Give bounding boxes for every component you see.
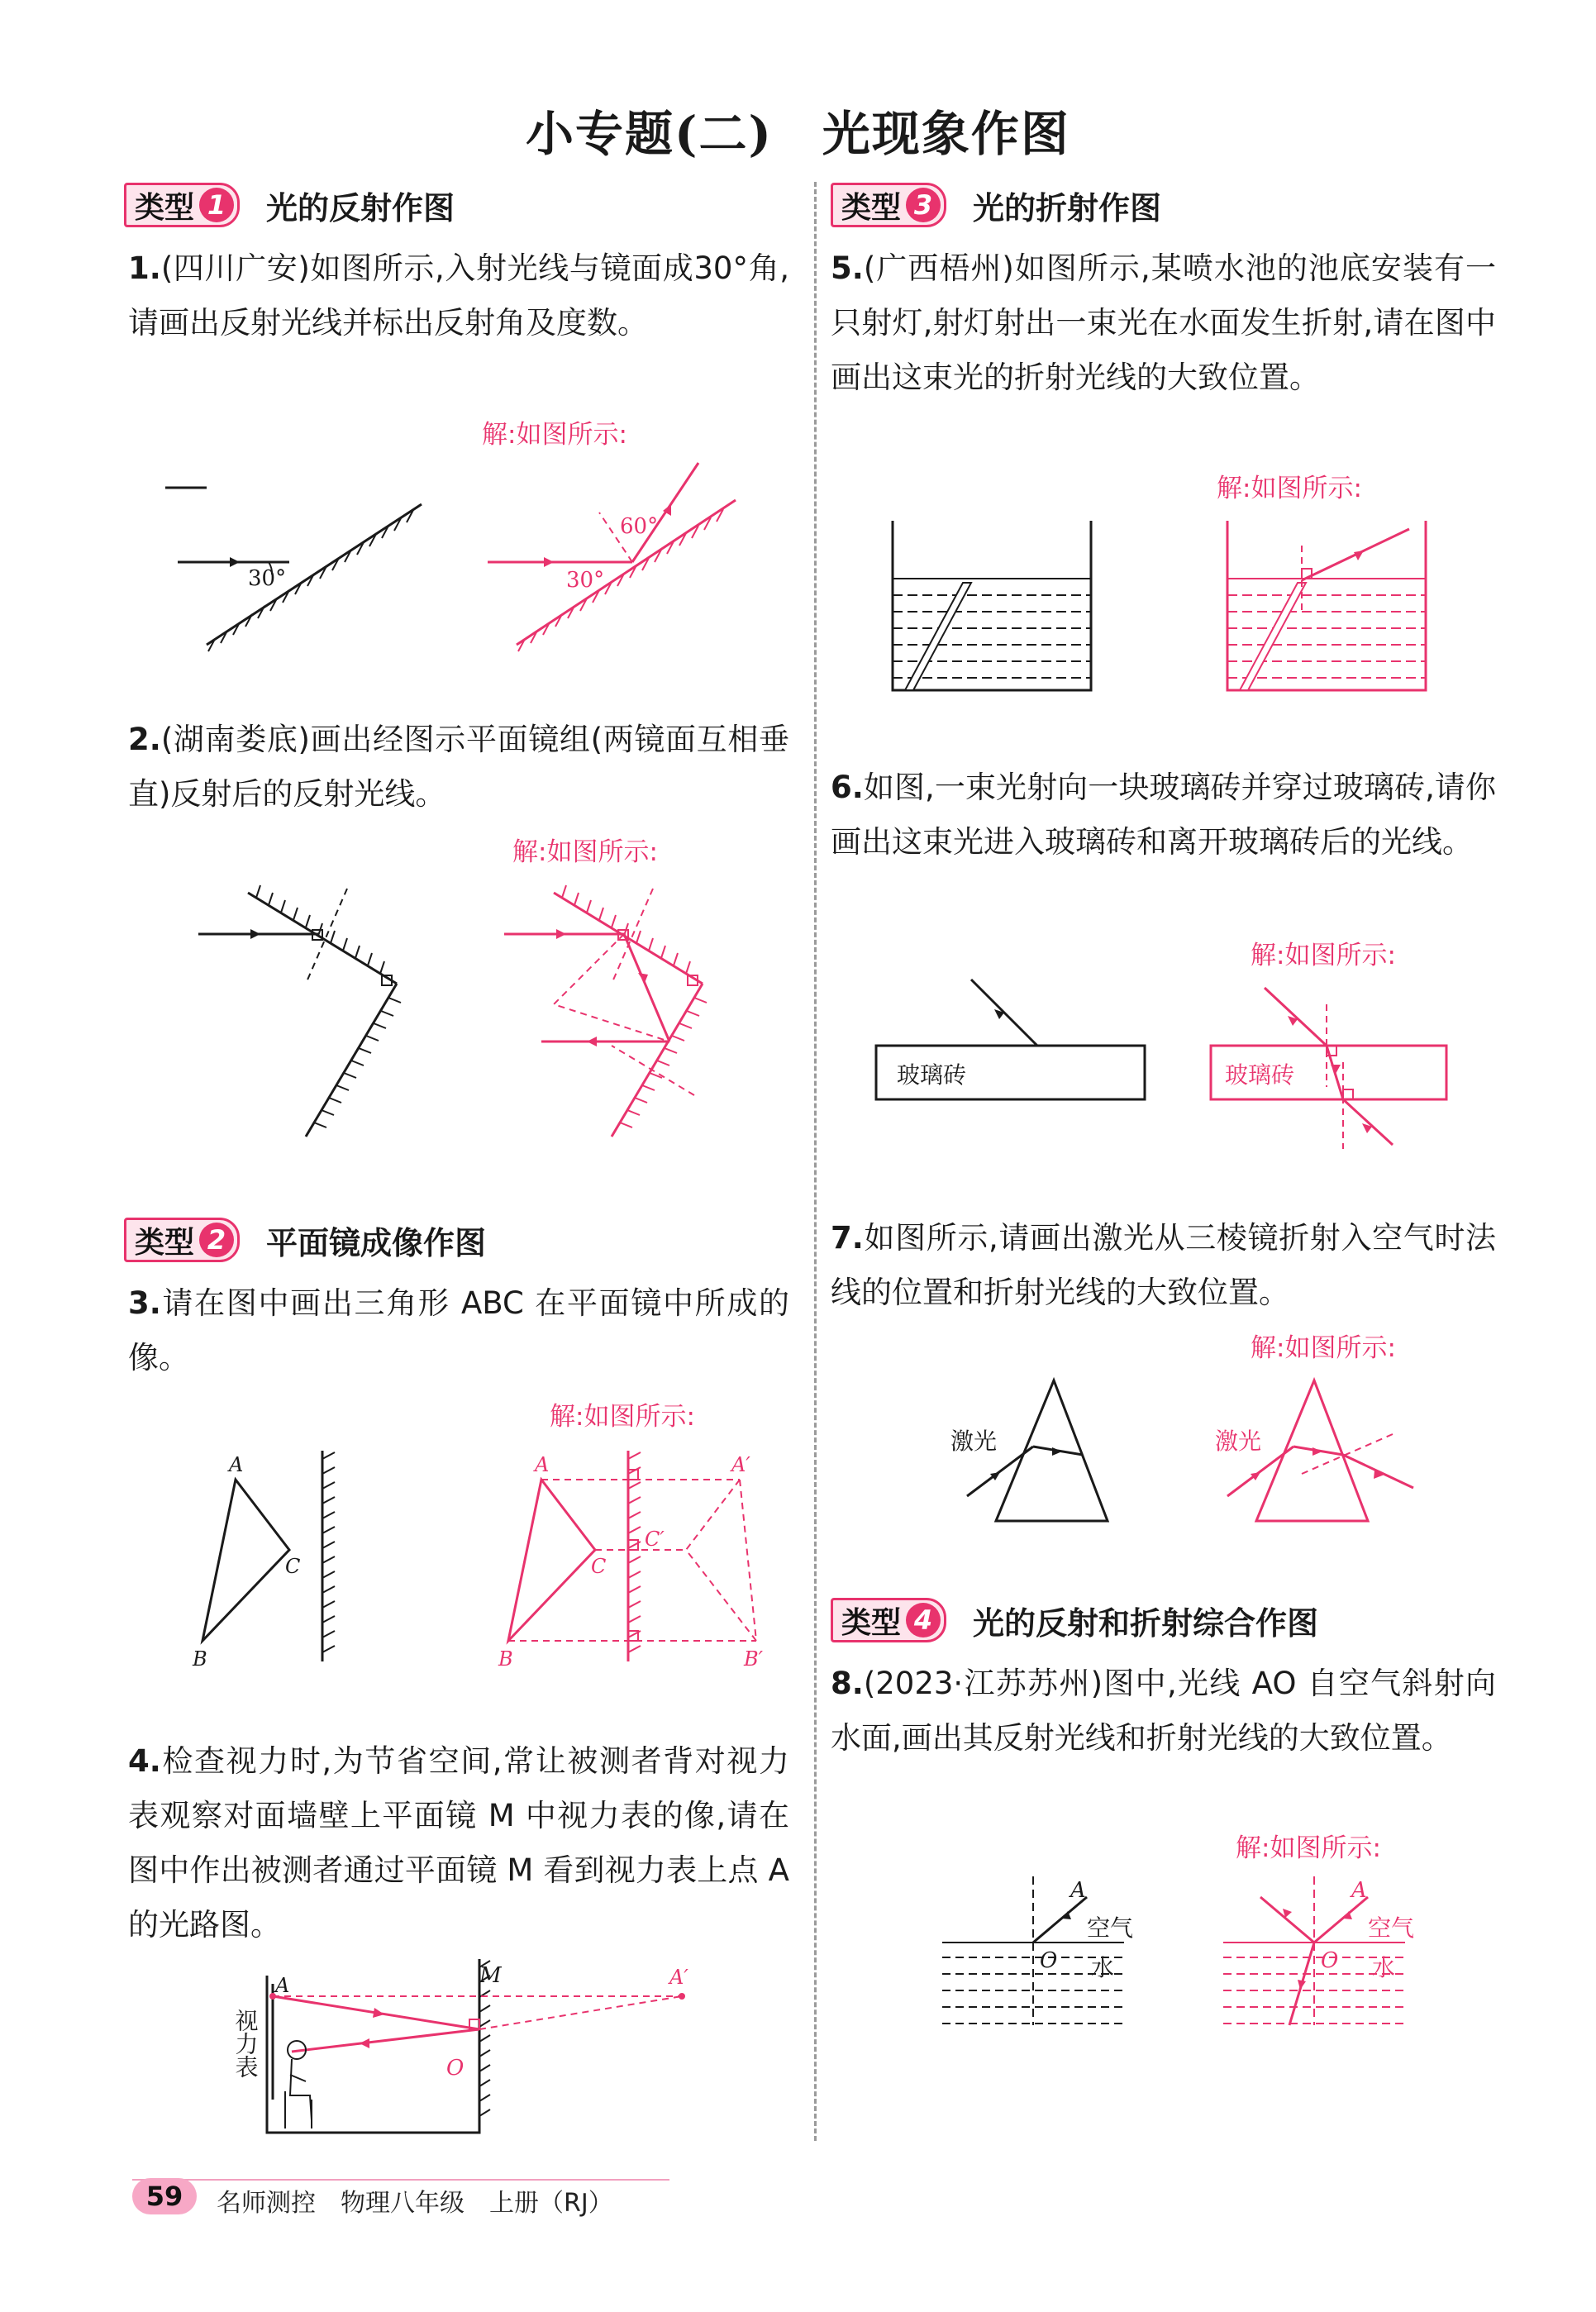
question-text: (湖南娄底)画出经图示平面镜组(两镜面互相垂直)反射后的反射光线。 <box>128 722 789 812</box>
figure-3-question <box>186 1442 360 1682</box>
angle-label: 30° <box>248 566 287 591</box>
section-title: 平面镜成像作图 <box>266 1224 487 1261</box>
section-title: 光的反射作图 <box>266 189 455 226</box>
figure-3-solution <box>492 1442 781 1682</box>
section-type-1 <box>124 182 455 228</box>
figure-6-solution <box>1207 980 1455 1153</box>
section-type-2 <box>124 1217 486 1263</box>
question-8 <box>831 1657 1496 1766</box>
type-badge <box>831 1598 946 1642</box>
point-c-label: C <box>591 1555 607 1578</box>
point-a-label: A <box>535 1453 550 1476</box>
person-icon <box>285 2041 312 2128</box>
air-label: 空气 <box>1087 1914 1134 1942</box>
question-7 <box>831 1211 1496 1320</box>
section-type-3 <box>831 182 1161 228</box>
point-a-label: A <box>229 1453 244 1476</box>
footer-book-title: 名师测控 物理八年级 上册（RJ） <box>217 2189 613 2218</box>
question-4 <box>128 1734 789 1952</box>
point-b-label: B <box>193 1647 207 1671</box>
image-c-label: C′ <box>645 1528 665 1551</box>
solution-label: 解:如图所示: <box>1217 474 1362 503</box>
question-6 <box>831 760 1496 870</box>
point-a-label: A <box>1070 1878 1086 1903</box>
question-text: (2023·江苏苏州)图中,光线 AO 自空气斜射向水面,画出其反射光线和折射光线的大致位置。 <box>831 1666 1496 1756</box>
question-number: 5. <box>831 250 864 286</box>
figure-8-question <box>942 1876 1165 2033</box>
question-number: 6. <box>831 770 864 805</box>
badge-number: 4 <box>906 1603 941 1637</box>
solution-label: 解:如图所示: <box>1251 941 1396 970</box>
type-badge <box>831 183 946 227</box>
figure-5-solution <box>1223 521 1438 698</box>
point-o-label: O <box>446 2056 465 2081</box>
figure-1-solution <box>488 463 769 653</box>
image-b-label: B′ <box>744 1647 764 1671</box>
question-number: 3. <box>128 1285 161 1321</box>
page-title: 小专题(二) 光现象作图 <box>526 106 1070 162</box>
section-title: 光的折射作图 <box>973 189 1162 226</box>
figure-6-question <box>872 980 1153 1108</box>
badge-number: 1 <box>199 188 234 222</box>
figure-2-solution <box>504 880 727 1145</box>
water-label: 水 <box>1372 1954 1396 1981</box>
chart-label: 视力表 <box>231 2009 260 2078</box>
column-divider <box>814 182 817 2141</box>
question-2 <box>128 713 789 822</box>
point-b-label: B <box>498 1647 513 1671</box>
laser-label: 激光 <box>950 1428 998 1455</box>
badge-label: 类型 <box>135 190 195 225</box>
figure-2-question <box>198 880 422 1145</box>
angle-label: 30° <box>566 568 605 593</box>
solution-label: 解:如图所示: <box>512 837 658 867</box>
image-a-label: A′ <box>731 1453 750 1476</box>
figure-7-question <box>950 1376 1132 1525</box>
section-title: 光的反射和折射综合作图 <box>973 1604 1319 1642</box>
type-badge <box>124 1218 240 1262</box>
mirror-m-label: M <box>479 1963 502 1988</box>
water-label: 水 <box>1091 1954 1115 1981</box>
figure-7-solution <box>1211 1376 1434 1525</box>
point-a-label: A <box>1351 1878 1367 1903</box>
question-text: (广西梧州)如图所示,某喷水池的池底安装有一只射灯,射灯射出一束光在水面发生折射,请在图中画出这束光的折射光线的大致位置。 <box>831 250 1496 395</box>
point-o-label: O <box>1040 1948 1058 1973</box>
figure-8-solution <box>1223 1876 1446 2033</box>
badge-number: 3 <box>906 188 941 222</box>
laser-label: 激光 <box>1215 1428 1262 1455</box>
glass-label: 玻璃砖 <box>897 1061 967 1089</box>
footer-rule <box>132 2179 669 2181</box>
question-text: 如图所示,请画出激光从三棱镜折射入空气时法线的位置和折射光线的大致位置。 <box>831 1220 1496 1310</box>
question-text: (四川广安)如图所示,入射光线与镜面成30°角,请画出反射光线并标出反射角及度数。 <box>128 250 789 341</box>
point-c-label: C <box>285 1555 301 1578</box>
question-number: 2. <box>128 722 161 757</box>
point-o-label: O <box>1321 1948 1339 1973</box>
badge-label: 类型 <box>841 1605 902 1640</box>
solution-label: 解:如图所示: <box>1236 1833 1381 1863</box>
question-text: 检查视力时,为节省空间,常让被测者背对视力表观察对面墙壁上平面镜 M 中视力表的像,请在图中作出被测者通过平面镜 M 看到视力表上点 A 的光路图。 <box>128 1743 789 1943</box>
badge-label: 类型 <box>841 190 902 225</box>
question-text: 如图,一束光射向一块玻璃砖并穿过玻璃砖,请你画出这束光进入玻璃砖和离开玻璃砖后的光线。 <box>831 770 1496 860</box>
solution-label: 解:如图所示: <box>1251 1333 1396 1363</box>
badge-number: 2 <box>199 1223 234 1257</box>
section-type-4 <box>831 1597 1318 1643</box>
solution-label: 解:如图所示: <box>482 420 627 450</box>
question-number: 8. <box>831 1666 864 1701</box>
question-5 <box>831 241 1496 405</box>
question-1 <box>128 241 789 350</box>
figure-5-question <box>889 521 1095 698</box>
figure-4-solution <box>227 1959 698 2137</box>
page-number: 59 <box>132 2178 197 2214</box>
angle-label: 60° <box>620 514 659 539</box>
air-label: 空气 <box>1368 1914 1415 1942</box>
image-a-label: A′ <box>669 1966 688 1989</box>
arrow-icon <box>230 557 240 567</box>
question-number: 4. <box>128 1743 161 1779</box>
type-badge <box>124 183 240 227</box>
question-number: 7. <box>831 1220 864 1256</box>
point-a-label: A <box>275 1974 290 1997</box>
question-text: 请在图中画出三角形 ABC 在平面镜中所成的像。 <box>128 1285 789 1375</box>
question-number: 1. <box>128 250 161 286</box>
question-3 <box>128 1276 789 1385</box>
badge-label: 类型 <box>135 1225 195 1260</box>
glass-label: 玻璃砖 <box>1225 1061 1295 1089</box>
solution-label: 解:如图所示: <box>550 1402 695 1432</box>
figure-1-question <box>165 488 446 653</box>
